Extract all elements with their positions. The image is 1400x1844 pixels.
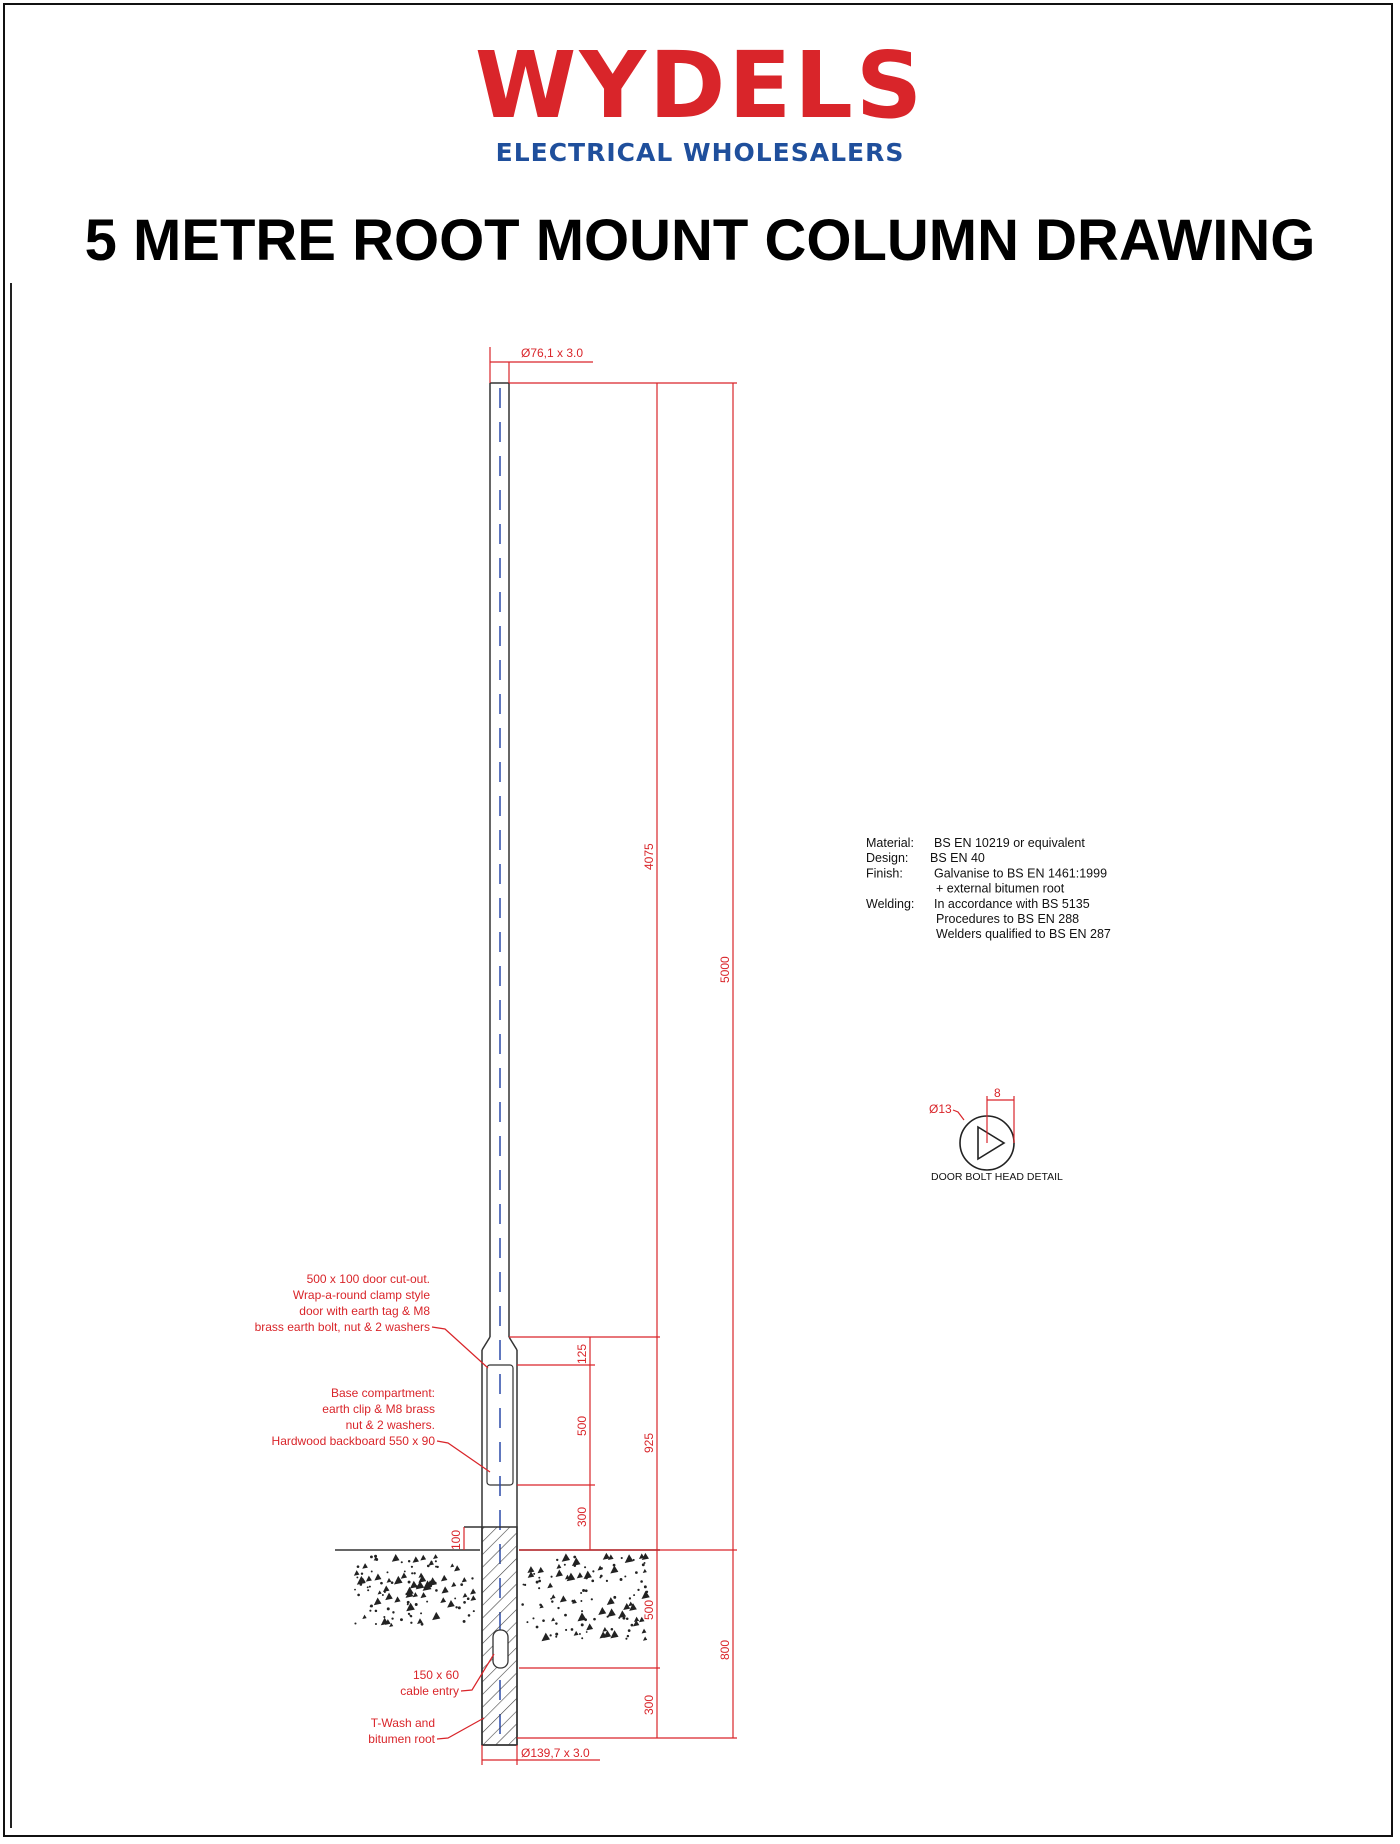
stipple-mark — [463, 1620, 466, 1623]
stipple-mark — [362, 1615, 366, 1619]
stipple-mark — [538, 1587, 540, 1589]
stipple-mark — [555, 1633, 558, 1636]
dim-4075: 4075 — [642, 843, 656, 870]
stipple-mark — [538, 1577, 540, 1579]
stipple-mark — [404, 1570, 406, 1572]
stipple-mark — [640, 1580, 643, 1583]
bolt-caption: DOOR BOLT HEAD DETAIL — [931, 1171, 1063, 1183]
stipple-mark — [618, 1610, 626, 1618]
stipple-mark — [451, 1582, 456, 1587]
stipple-mark — [401, 1561, 403, 1563]
svg-text:Hardwood backboard 550 x 90: Hardwood backboard 550 x 90 — [271, 1434, 435, 1448]
stipple-mark — [600, 1575, 603, 1578]
dim-300-root: 300 — [642, 1694, 656, 1715]
stipple-mark — [618, 1617, 620, 1619]
stipple-mark — [378, 1590, 382, 1594]
stipple-mark — [607, 1608, 615, 1616]
stipple-mark — [523, 1584, 525, 1586]
stipple-mark — [435, 1566, 437, 1568]
stipple-mark — [385, 1593, 393, 1601]
stipple-mark — [585, 1577, 588, 1580]
bolt-head-detail — [929, 1086, 1063, 1183]
stipple-mark — [642, 1563, 645, 1566]
stipple-mark — [620, 1578, 623, 1581]
stipple-mark — [467, 1597, 470, 1600]
stipple-mark — [556, 1559, 558, 1561]
stipple-mark — [642, 1629, 647, 1634]
spec-value: + external bitumen root — [936, 881, 1065, 896]
stipple-mark — [591, 1598, 593, 1600]
spec-value: Procedures to BS EN 288 — [936, 912, 1080, 926]
stipple-mark — [432, 1582, 434, 1584]
stipple-mark — [416, 1581, 424, 1589]
stipple-mark — [455, 1606, 457, 1608]
stipple-mark — [413, 1572, 415, 1574]
spec-label: Material: — [866, 836, 914, 850]
stipple-mark — [631, 1624, 634, 1627]
stipple-mark — [354, 1622, 356, 1624]
stipple-mark — [387, 1578, 392, 1583]
stipple-mark — [547, 1583, 553, 1589]
stipple-mark — [450, 1563, 454, 1567]
stipple-mark — [387, 1571, 389, 1573]
svg-text:door with earth tag & M8: door with earth tag & M8 — [299, 1304, 430, 1318]
spec-label: Finish: — [866, 866, 903, 881]
stipple-mark — [641, 1591, 649, 1599]
stipple-mark — [371, 1570, 373, 1572]
stipple-mark — [577, 1572, 583, 1578]
spec-label: Welding: — [866, 896, 915, 911]
stipple-mark — [400, 1618, 403, 1621]
stipple-mark — [391, 1581, 394, 1584]
callout-root — [368, 1716, 484, 1746]
stipple-mark — [556, 1570, 563, 1577]
stipple-mark — [621, 1557, 623, 1559]
brand-name: WYDELS — [474, 32, 926, 139]
svg-text:bitumen root: bitumen root — [368, 1732, 435, 1746]
stipple-mark — [571, 1578, 573, 1580]
stipple-mark — [625, 1554, 634, 1563]
stipple-mark — [634, 1617, 639, 1622]
stipple-mark — [401, 1572, 407, 1578]
stipple-mark — [367, 1589, 369, 1591]
stipple-mark — [613, 1564, 616, 1567]
svg-text:Wrap-a-round clamp style: Wrap-a-round clamp style — [292, 1288, 430, 1302]
stipple-mark — [411, 1572, 413, 1574]
stipple-mark — [408, 1560, 410, 1562]
stipple-mark — [420, 1612, 422, 1614]
stipple-mark — [574, 1631, 579, 1636]
dim-800: 800 — [718, 1639, 732, 1660]
stipple-mark — [637, 1589, 639, 1591]
stipple-mark — [441, 1575, 447, 1581]
stipple-mark — [366, 1576, 372, 1582]
stipple-mark — [572, 1557, 581, 1566]
stipple-mark — [521, 1603, 524, 1606]
stipple-mark — [408, 1581, 411, 1584]
stipple-mark — [468, 1614, 471, 1617]
stipple-mark — [550, 1598, 552, 1600]
dim-top-diameter: Ø76,1 x 3.0 — [521, 346, 584, 360]
stipple-mark — [556, 1564, 561, 1569]
stipple-mark — [427, 1565, 430, 1568]
stipple-mark — [470, 1595, 476, 1601]
stipple-mark — [410, 1622, 412, 1624]
dim-500-door: 500 — [575, 1415, 589, 1436]
stipple-mark — [611, 1628, 614, 1631]
stipple-mark — [375, 1623, 377, 1625]
stipple-mark — [610, 1630, 618, 1638]
stipple-mark — [374, 1573, 381, 1580]
stipple-mark — [542, 1619, 545, 1622]
stipple-mark — [624, 1575, 626, 1577]
stipple-mark — [593, 1618, 596, 1621]
stipple-mark — [586, 1631, 588, 1633]
stipple-mark — [374, 1555, 377, 1558]
dim-125: 125 — [575, 1343, 589, 1364]
svg-text:150 x 60: 150 x 60 — [412, 1668, 459, 1682]
swage-left — [482, 1337, 490, 1350]
stipple-mark — [562, 1553, 570, 1561]
spec-label: Design: — [866, 851, 909, 866]
dim-925: 925 — [642, 1432, 656, 1453]
callout-door — [255, 1272, 488, 1368]
stipple-mark — [361, 1572, 363, 1574]
stipple-mark — [470, 1589, 476, 1595]
stipple-mark — [551, 1576, 553, 1578]
stipple-mark — [564, 1614, 567, 1617]
brand-subtitle: ELECTRICAL WHOLESALERS — [495, 138, 905, 167]
stipple-mark — [462, 1577, 467, 1582]
stipple-mark — [573, 1556, 576, 1559]
stipple-mark — [571, 1628, 574, 1631]
bolt-triangle — [978, 1127, 1004, 1159]
stipple-mark — [550, 1634, 552, 1636]
stipple-mark — [633, 1594, 635, 1596]
dim-100: 100 — [449, 1529, 463, 1550]
stipple-mark — [471, 1577, 473, 1579]
stipple-mark — [580, 1600, 582, 1602]
stipple-mark — [532, 1617, 534, 1619]
stipple-mark — [541, 1633, 550, 1642]
stipple-mark — [643, 1636, 647, 1640]
stipple-mark — [610, 1565, 618, 1573]
stipple-mark — [463, 1593, 468, 1598]
svg-text:T-Wash and: T-Wash and — [370, 1716, 435, 1730]
spec-value: Welders qualified to BS EN 287 — [936, 927, 1111, 942]
svg-text:cable entry: cable entry — [400, 1684, 459, 1698]
svg-text:brass earth bolt, nut & 2 wash: brass earth bolt, nut & 2 washers — [254, 1320, 430, 1334]
stipple-mark — [447, 1600, 455, 1608]
stipple-mark — [626, 1618, 629, 1621]
stipple-mark — [454, 1597, 456, 1599]
stipple-mark — [537, 1567, 543, 1573]
stipple-mark — [607, 1597, 615, 1605]
dim-5000: 5000 — [718, 956, 732, 983]
stipple-mark — [362, 1563, 368, 1569]
stipple-mark — [391, 1617, 393, 1619]
stipple-mark — [592, 1570, 594, 1572]
stipple-mark — [369, 1610, 371, 1612]
stipple-mark — [394, 1576, 403, 1585]
stipple-mark — [428, 1560, 434, 1566]
stipple-mark — [586, 1623, 593, 1630]
stipple-mark — [413, 1556, 419, 1562]
stipple-mark — [584, 1566, 586, 1568]
stipple-mark — [409, 1615, 411, 1617]
stipple-mark — [367, 1586, 369, 1588]
stipple-mark — [579, 1633, 581, 1635]
stipple-mark — [392, 1611, 394, 1613]
dim-500-root: 500 — [642, 1599, 656, 1620]
stipple-mark — [370, 1604, 373, 1607]
stipple-mark — [557, 1607, 559, 1609]
stipple-mark — [408, 1613, 410, 1615]
stipple-mark — [411, 1566, 413, 1568]
stipple-mark — [458, 1606, 461, 1609]
stipple-mark — [407, 1601, 410, 1604]
stipple-mark — [420, 1555, 426, 1561]
stipple-mark — [375, 1610, 378, 1613]
svg-text:nut & 2 washers.: nut & 2 washers. — [345, 1418, 435, 1432]
stipple-mark — [415, 1585, 418, 1588]
stipple-mark — [581, 1637, 583, 1639]
stipple-mark — [622, 1617, 625, 1620]
stipple-mark — [581, 1610, 583, 1612]
stipple-mark — [536, 1626, 539, 1629]
stipple-mark — [473, 1610, 475, 1612]
spec-value: BS EN 40 — [930, 851, 985, 866]
stipple-mark — [602, 1627, 607, 1632]
stipple-mark — [580, 1592, 582, 1594]
callout-cable-entry — [400, 1654, 494, 1698]
stipple-mark — [627, 1635, 629, 1637]
stipple-mark — [454, 1565, 460, 1571]
stipple-mark — [421, 1623, 424, 1626]
spec-block — [866, 836, 1111, 941]
stipple-mark — [435, 1589, 438, 1592]
stipple-mark — [564, 1564, 566, 1566]
stipple-mark — [635, 1571, 638, 1574]
stipple-mark — [433, 1554, 438, 1559]
spec-value: BS EN 10219 or equivalent — [934, 836, 1085, 850]
stipple-mark — [460, 1583, 463, 1586]
stipple-mark — [613, 1596, 616, 1599]
stipple-mark — [643, 1569, 647, 1573]
stipple-mark — [356, 1576, 358, 1578]
stipple-mark — [380, 1582, 383, 1585]
stipple-mark — [426, 1601, 428, 1603]
stipple-mark — [623, 1603, 630, 1610]
stipple-mark — [383, 1585, 389, 1591]
stipple-mark — [533, 1573, 535, 1575]
stipple-mark — [644, 1585, 647, 1588]
stipple-mark — [536, 1581, 539, 1584]
stipple-mark — [420, 1592, 426, 1598]
stipple-mark — [625, 1638, 627, 1640]
stipple-mark — [463, 1601, 466, 1604]
stipple-mark — [555, 1622, 557, 1624]
stipple-mark — [607, 1616, 609, 1618]
stipple-mark — [571, 1600, 574, 1603]
bolt-diameter: Ø13 — [929, 1102, 952, 1116]
stipple-mark — [392, 1554, 400, 1562]
stipple-mark — [629, 1597, 631, 1599]
stipple-mark — [357, 1565, 360, 1568]
stipple-mark — [440, 1597, 446, 1603]
page-title: 5 METRE ROOT MOUNT COLUMN DRAWING — [84, 208, 1316, 273]
stipple-mark — [606, 1580, 608, 1582]
stipple-mark — [628, 1629, 631, 1632]
stipple-mark — [370, 1555, 373, 1558]
stipple-mark — [442, 1586, 449, 1593]
dim-base-diameter: Ø139,7 x 3.0 — [521, 1746, 590, 1760]
stipple-mark — [526, 1621, 528, 1623]
svg-text:Base compartment:: Base compartment: — [330, 1386, 435, 1400]
stipple-mark — [551, 1600, 553, 1602]
stipple-mark — [591, 1579, 594, 1582]
stipple-mark — [415, 1603, 418, 1606]
stipple-mark — [582, 1589, 585, 1592]
spec-value: In accordance with BS 5135 — [934, 896, 1090, 911]
stipple-mark — [354, 1589, 356, 1591]
stipple-mark — [387, 1607, 390, 1610]
stipple-mark — [382, 1594, 384, 1596]
stipple-mark — [560, 1595, 567, 1602]
stipple-mark — [538, 1580, 541, 1583]
stipple-mark — [429, 1584, 432, 1587]
bolt-width: 8 — [994, 1086, 1001, 1100]
stipple-mark — [598, 1607, 606, 1615]
stipple-mark — [432, 1612, 440, 1620]
svg-text:earth clip & M8 brass: earth clip & M8 brass — [322, 1402, 435, 1416]
cable-entry-slot — [493, 1630, 508, 1668]
dim-300-base: 300 — [575, 1506, 589, 1527]
stipple-mark — [383, 1616, 385, 1618]
stipple-mark — [435, 1560, 437, 1562]
stipple-mark — [394, 1596, 400, 1602]
spec-value: Galvanise to BS EN 1461:1999 — [934, 866, 1108, 881]
svg-text:500 x 100 door cut-out.: 500 x 100 door cut-out. — [306, 1272, 430, 1286]
stipple-mark — [581, 1623, 584, 1626]
stipple-mark — [369, 1586, 371, 1588]
swage-right — [509, 1337, 517, 1350]
stipple-mark — [354, 1570, 360, 1576]
stipple-mark — [374, 1598, 382, 1606]
stipple-mark — [524, 1584, 526, 1586]
stipple-mark — [555, 1636, 557, 1638]
stipple-mark — [407, 1603, 409, 1605]
stipple-mark — [551, 1617, 555, 1621]
stipple-mark — [565, 1629, 567, 1631]
callout-base — [272, 1386, 490, 1472]
stipple-mark — [585, 1589, 588, 1592]
stipple-mark — [357, 1594, 360, 1597]
stipple-mark — [413, 1592, 418, 1597]
